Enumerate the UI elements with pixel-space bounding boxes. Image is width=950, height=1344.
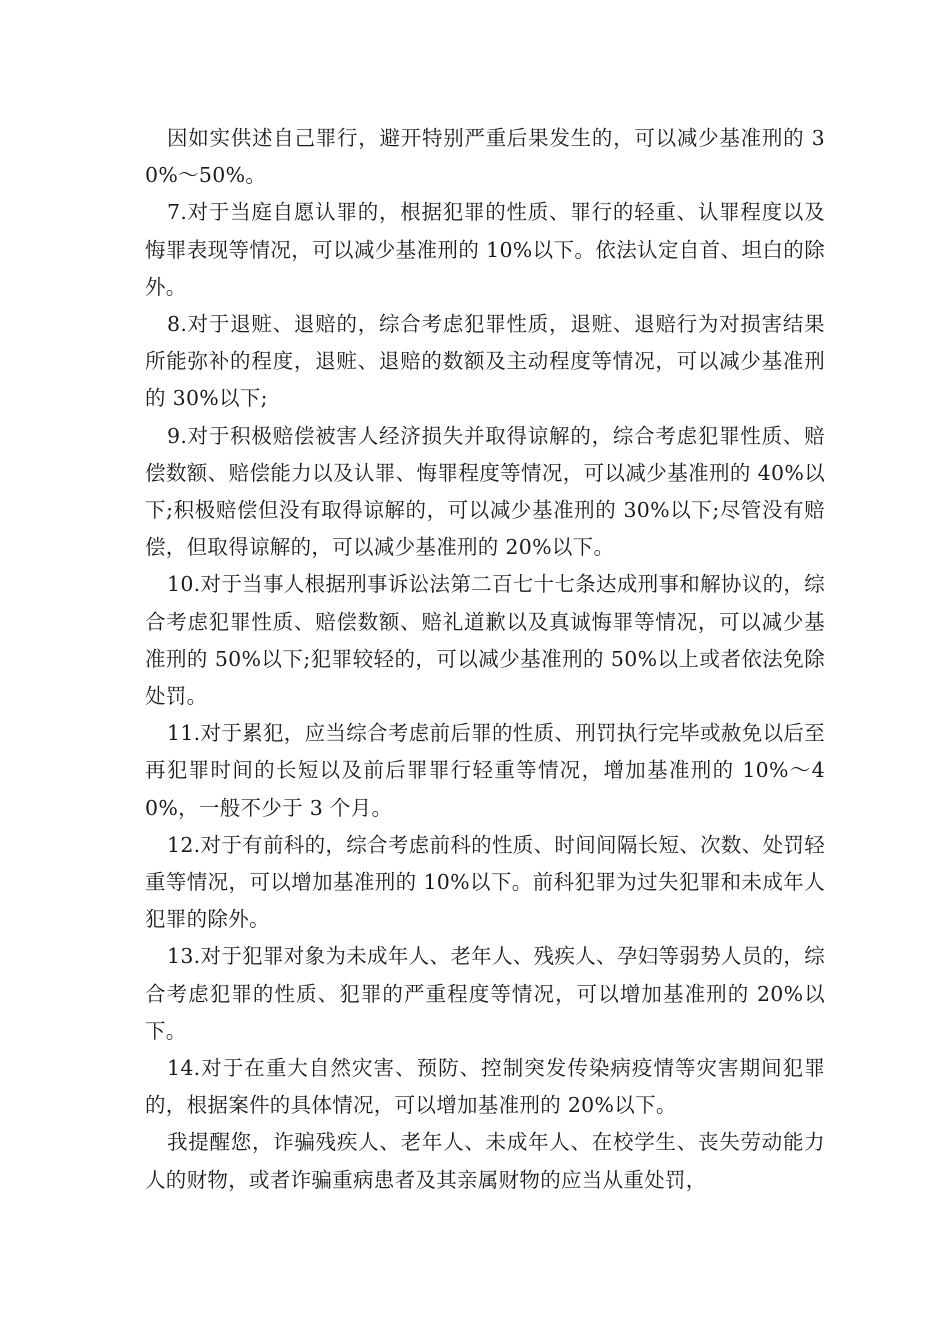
paragraph-item-14: 14.对于在重大自然灾害、预防、控制突发传染病疫情等灾害期间犯罪的，根据案件的具体情况，可以增加基准刑的 20%以下。: [145, 1056, 825, 1118]
document-body: [145, 120, 825, 1199]
paragraph-item-13: 13.对于犯罪对象为未成年人、老年人、残疾人、孕妇等弱势人员的，综合考虑犯罪的性质、犯罪的严重程度等情况，可以增加基准刑的 20%以下。: [145, 944, 825, 1043]
paragraph-continuation: 因如实供述自己罪行，避开特别严重后果发生的，可以减少基准刑的 30%～50%。: [145, 126, 825, 188]
paragraph-item-8: 8.对于退赃、退赔的，综合考虑犯罪性质，退赃、退赔行为对损害结果所能弥补的程度，退赃、退赔的数额及主动程度等情况，可以减少基准刑的 30%以下;: [145, 312, 825, 411]
paragraph-item-7: 7.对于当庭自愿认罪的，根据犯罪的性质、罪行的轻重、认罪程度以及悔罪表现等情况，可以减少基准刑的 10%以下。依法认定自首、坦白的除外。: [145, 200, 825, 299]
paragraph-reminder: 我提醒您，诈骗残疾人、老年人、未成年人、在校学生、丧失劳动能力人的财物，或者诈骗重病患者及其亲属财物的应当从重处罚，: [145, 1130, 825, 1192]
paragraph-item-11: 11.对于累犯，应当综合考虑前后罪的性质、刑罚执行完毕或赦免以后至再犯罪时间的长短以及前后罪罪行轻重等情况，增加基准刑的 10%～40%，一般不少于 3 个月。: [145, 721, 825, 820]
paragraph-item-10: 10.对于当事人根据刑事诉讼法第二百七十七条达成刑事和解协议的，综合考虑犯罪性质、赔偿数额、赔礼道歉以及真诚悔罪等情况，可以减少基准刑的 50%以下;犯罪较轻的，可以减少基准刑的 50%以上或者依法免除处罚。: [145, 572, 825, 709]
paragraph-item-12: 12.对于有前科的，综合考虑前科的性质、时间间隔长短、次数、处罚轻重等情况，可以增加基准刑的 10%以下。前科犯罪为过失犯罪和未成年人犯罪的除外。: [145, 832, 825, 932]
paragraph-item-9: 9.对于积极赔偿被害人经济损失并取得谅解的，综合考虑犯罪性质、赔偿数额、赔偿能力以及认罪、悔罪程度等情况，可以减少基准刑的 40%以下;积极赔偿但没有取得谅解的，可以减少基准刑的 30%以下;尽管没有赔偿，但取得谅解的，可以减少基准刑的 20%以下。: [145, 423, 825, 560]
